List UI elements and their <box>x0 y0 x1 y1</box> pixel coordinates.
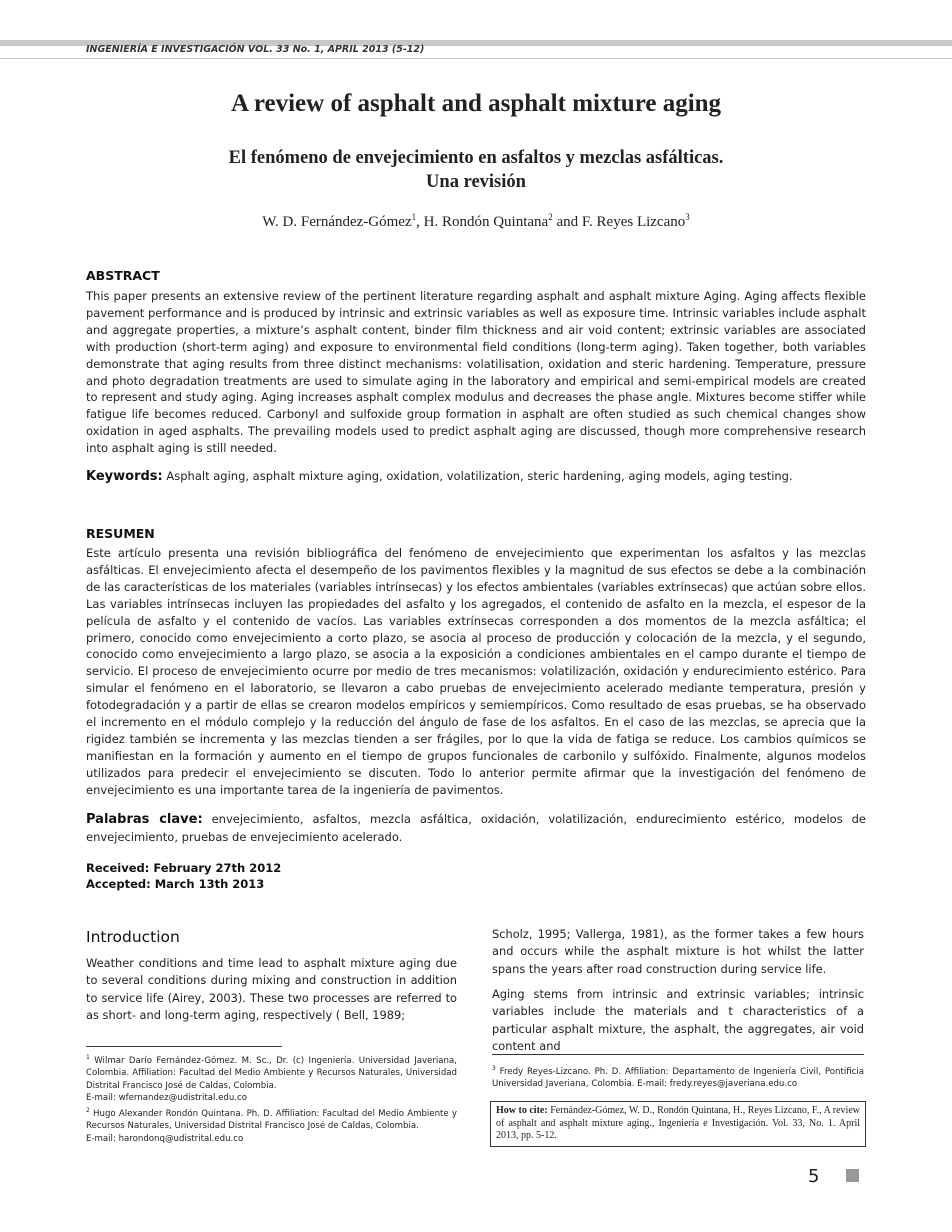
author-list <box>0 212 952 231</box>
footnote-3 <box>492 1063 864 1091</box>
keywords-text: Asphalt aging, asphalt mixture aging, oxidation, volatilization, steric hardening, aging models, aging testing. <box>166 469 793 483</box>
footnote-mark: 1 <box>86 1054 90 1061</box>
author-name: F. Reyes Lizcano <box>581 214 686 230</box>
how-to-cite-box <box>490 1101 866 1147</box>
footnote-1-email: E-mail: wfernandez@udistrital.edu.co <box>86 1093 248 1104</box>
intro-paragraph-col2-second: Aging stems from intrinsic and extrinsic variables; intrinsic variables include the materials and t characteristics of a particular asphalt mixture, the asphalt, the aggregates, air void content and <box>492 987 864 1053</box>
author-affiliation-mark: 2 <box>548 212 553 222</box>
how-to-cite-text: Fernández-Gómez, W. D., Rondón Quintana, H., Reyes Lizcano, F., A review of asphalt and asphalt mixture aging., Ingeniería e Investigación. Vol. 33, No. 1. April 2013, pp. 5-12. <box>496 1105 860 1142</box>
author-name: W. D. Fernández-Gómez <box>262 214 412 230</box>
intro-paragraph-col2: Scholz, 1995; Vallerga, 1981), as the former takes a few hours and occurs while the asphalt mixture is hot whilst the latter spans the years after road construction during service life. <box>492 927 864 976</box>
article-title: A review of asphalt and asphalt mixture aging <box>230 90 722 117</box>
received-date: Received: February 27th 2012 <box>86 861 282 875</box>
footnote-mark: 3 <box>492 1065 496 1072</box>
author-separator: , <box>416 214 424 230</box>
footnote-rule-right <box>492 1054 864 1055</box>
author-affiliation-mark: 3 <box>685 212 690 222</box>
how-to-cite-label: How to cite: <box>496 1105 548 1116</box>
abstract-text: This paper presents an extensive review of the pertinent literature regarding asphalt and asphalt mixture Aging. Aging affects flexible pavement performance and is produced by intrinsic and extrinsic variables as well as exposure time. Intrinsic variables include asphalt and aggregate properties, a mixture’s asphalt content, binder film thickness and air void content; extrinsic variables are associated with production (short-term aging) and exposure to environmental field conditions (long-term aging). Taken together, both variables demonstrate that aging results from three distinct mechanisms: volatilisation, oxidation and steric hardening. Temperature, pressure and photo degradation treatments are used to simulate aging in the laboratory and empirical and semi-empirical models are created to represent and study aging. Aging increases asphalt complex modulus and decreases the phase angle. Mixtures become stiffer while fatigue life becomes reduced. Carbonyl and sulfoxide group formation in asphalt are often studied as such chemical changes show oxidation in aged asphalts. The prevailing models used to predict asphalt aging are discussed, though more comprehensive research into asphalt aging is still needed. <box>86 289 866 456</box>
article-subtitle <box>0 146 952 194</box>
author-name: H. Rondón Quintana <box>423 214 549 230</box>
footnote-3-text: Fredy Reyes-Lizcano. Ph. D. Affiliation: Departamento de Ingeniería Civil, Pontificia Universidad Javeriana, Colombia. E-mail: fredy.reyes@javeriana.edu.co <box>492 1066 864 1090</box>
resumen-heading: RESUMEN <box>86 526 155 541</box>
journal-running-head: INGENIERÍA E INVESTIGACIÓN VOL. 33 No. 1, APRIL 2013 (5-12) <box>86 44 425 55</box>
footnote-2-email: E-mail: harondonq@udistrital.edu.co <box>86 1133 244 1144</box>
footnote-2-text: Hugo Alexander Rondón Quintana. Ph. D. Affiliation: Facultad del Medio Ambiente y Recursos Naturales, Universidad Distrital Francisco José de Caldas, Colombia. <box>86 1108 457 1132</box>
footnote-mark: 2 <box>86 1107 90 1114</box>
footnote-1 <box>86 1052 457 1105</box>
page-square-icon <box>846 1169 859 1182</box>
author-separator: and <box>552 214 582 230</box>
introduction-heading: Introduction <box>86 928 180 946</box>
subtitle-line-1: El fenómeno de envejecimiento en asfaltos y mezclas asfálticas. <box>228 148 724 168</box>
palabras-clave-label: Palabras clave: <box>86 812 203 827</box>
footnote-1-text: Wilmar Darío Fernández-Gómez. M. Sc., Dr. (c) Ingeniería. Universidad Javeriana, Colombia. Affiliation: Facultad del Medio Ambiente y Recursos Naturales, Universidad Distrital Francisco José de Caldas, Colombia. <box>86 1055 457 1091</box>
keywords-label: Keywords: <box>86 469 163 484</box>
page-number: 5 <box>808 1166 820 1187</box>
footnote-2 <box>86 1105 457 1145</box>
accepted-date: Accepted: March 13th 2013 <box>86 877 265 891</box>
header-divider <box>0 58 952 59</box>
author-affiliation-mark: 1 <box>411 212 417 222</box>
subtitle-line-2: Una revisión <box>426 172 526 192</box>
palabras-clave-text: envejecimiento, asfaltos, mezcla asfáltica, oxidación, volatilización, endurecimiento estérico, modelos de envejecimiento, pruebas de envejecimiento acelerado. <box>86 812 867 844</box>
footnote-rule-left <box>86 1046 282 1047</box>
abstract-heading: ABSTRACT <box>86 268 160 283</box>
keywords <box>86 468 866 486</box>
palabras-clave <box>86 811 866 846</box>
resumen-text: Este artículo presenta una revisión bibliográfica del fenómeno de envejecimiento que experimentan los asfaltos y las mezclas asfálticas. El envejecimiento afecta el desempeño de los pavimentos flexibles y la magnitud de sus efectos se debe a la combinación de las características de los materiales (variables intrínsecas) y los efectos ambientales (variables extrínsecas) que actúan sobre ellos. Las variables intrínsecas incluyen las propiedades del asfalto y los agregados, el contenido de asfalto en la mezcla, el espesor de la película de asfalto y el contenido de vacíos. Las variables extrínsecas corresponden a dos momentos de la mezcla asfáltica; el primero, conocido como envejecimiento a corto plazo, se asocia al proceso de producción y colocación de la mezcla, y el segundo, conocido como envejecimiento a largo plazo, se asocia a la exposición a condiciones ambientales en el campo durante el tiempo de servicio. El proceso de envejecimiento ocurre por medio de tres mecanismos: volatilización, oxidación y endurecimiento estérico. Para simular el fenómeno en el laboratorio, se llevaron a cabo pruebas de envejecimiento acelerado mediante temperatura, presión y fotodegradación y a partir de ellas se crearon modelos empíricos y semiempíricos. Como resultado de esas pruebas, se ha observado el incremento en el módulo complejo y la reducción del ángulo de fase de los asfaltos. En el caso de las mezclas, se aprecia que la rigidez también se incrementa y las mezclas tienden a ser frágiles, por lo que la vida de fatiga se reduce. Los cambios químicos se manifiestan en la formación y aumento en el tiempo de grupos funcionales de carbonilo y sulfóxido. Finalmente, algunos modelos utilizados para predecir el envejecimiento se discuten. Todo lo anterior permite afirmar que la investigación del fenómeno de envejecimiento es una importante tarea de la ingeniería de pavimentos. <box>86 546 866 797</box>
article-dates <box>86 860 281 892</box>
intro-paragraph-col1: Weather conditions and time lead to asphalt mixture aging due to several conditions during mixing and construction in addition to service life (Airey, 2003). These two processes are referred to as short- and long-term aging, respectively ( Bell, 1989; <box>86 956 457 1022</box>
